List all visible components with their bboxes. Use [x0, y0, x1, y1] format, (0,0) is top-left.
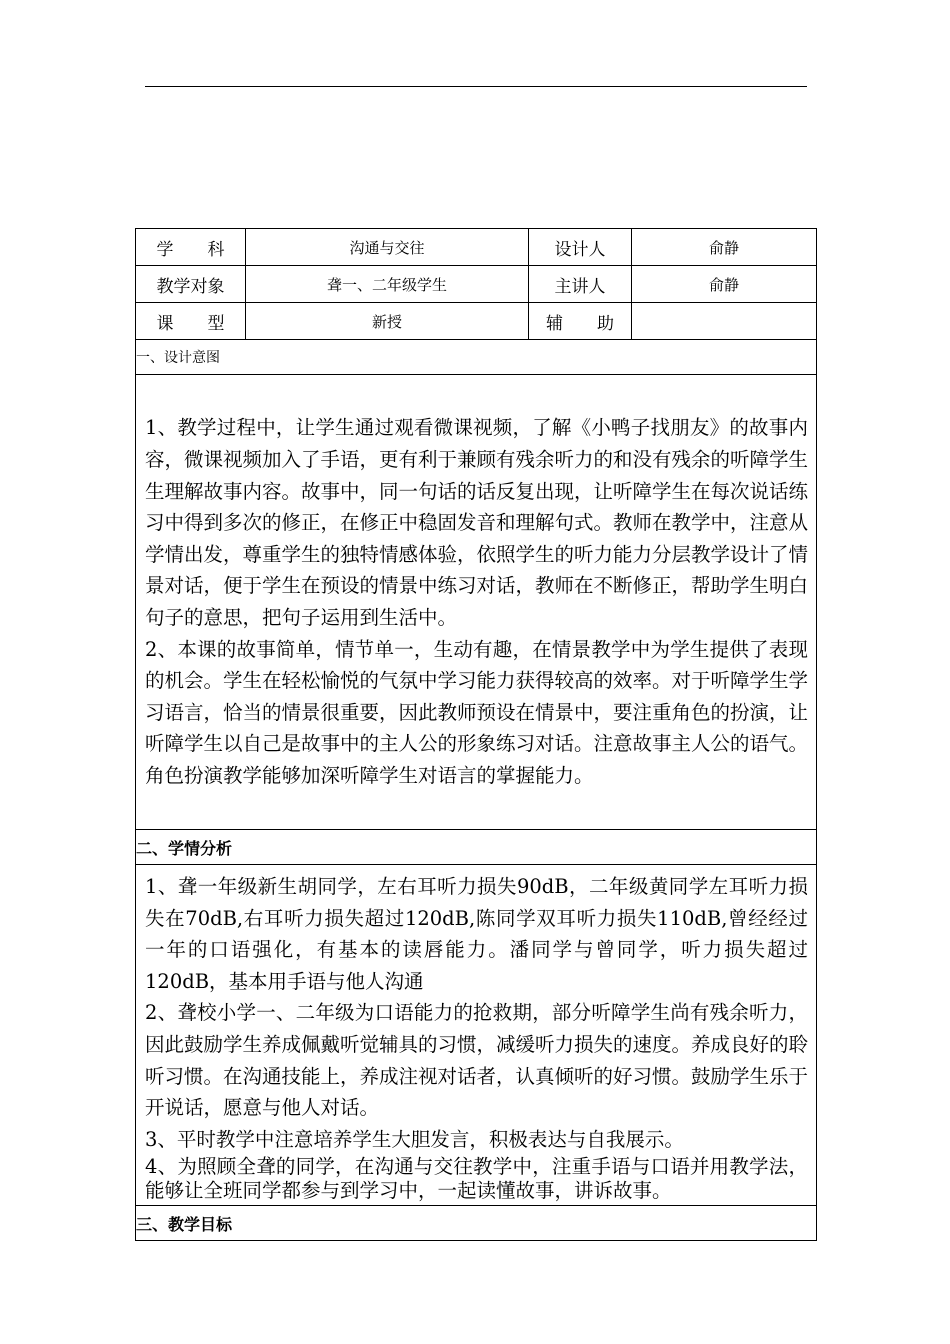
- subject-value: 沟通与交往: [246, 229, 529, 266]
- paragraph: 2、本课的故事简单，情节单一，生动有趣，在情景教学中为学生提供了表现的机会。学生在轻松愉悦的气氛中学习能力获得较高的效率。对于听障学生学习语言，恰当的情景很重要，因此教师预设在情景中，要注重角色的扮演，让听障学生以自己是故事中的主人公的形象练习对话。注意故事主人公的语气。角色扮演教学能够加深听障学生对语言的掌握能力。: [145, 637, 809, 787]
- header-row-audience: [136, 266, 817, 303]
- assistant-value: [632, 303, 817, 340]
- subject-label: 学 科: [136, 229, 246, 266]
- paragraph: 1、教学过程中，让学生通过观看微课视频，了解《小鸭子找朋友》的故事内容，微课视频加入了手语，更有利于兼顾有残余听力的和没有残余的听障学生生理解故事内容。故事中，同一句话的话反复出现，让听障学生在每次说话练习中得到多次的修正，在修正中稳固发音和理解句式。教师在教学中，注意从学情出发，尊重学生的独特情感体验，依照学生的听力能力分层教学设计了情景对话，便于学生在预设的情景中练习对话，教师在不断修正，帮助学生明白句子的意思，把句子运用到生活中。: [145, 416, 809, 629]
- designer-label: 设计人: [529, 229, 632, 266]
- audience-label: 教学对象: [136, 266, 246, 303]
- section-title: 二、学情分析: [136, 830, 817, 865]
- presenter-value: 俞静: [632, 266, 817, 303]
- section-learner-analysis-body: [136, 865, 817, 1206]
- header-row-subject: [136, 229, 817, 266]
- section-title: 三、教学目标: [136, 1206, 817, 1241]
- paragraph: 3、平时教学中注意培养学生大胆发言，积极表达与自我展示。: [145, 1127, 684, 1151]
- audience-value: 聋一、二年级学生: [246, 266, 529, 303]
- lesson-type-value: 新授: [246, 303, 529, 340]
- lesson-type-label: 课 型: [136, 303, 246, 340]
- section-teaching-goals-header: [136, 1206, 817, 1241]
- header-row-type: [136, 303, 817, 340]
- header-rule: [145, 86, 807, 87]
- lesson-plan-table: [135, 228, 817, 1241]
- designer-value: 俞静: [632, 229, 817, 266]
- section-learner-analysis-header: [136, 830, 817, 865]
- section-title: 一、设计意图: [136, 340, 817, 375]
- section-design-intent-header: [136, 340, 817, 375]
- section-design-intent-body: [136, 375, 817, 830]
- presenter-label: 主讲人: [529, 266, 632, 303]
- paragraph: 1、聋一年级新生胡同学，左右耳听力损失90dB，二年级黄同学左耳听力损失在70dB,右耳听力损失超过120dB,陈同学双耳听力损失110dB,曾经经过一年的口语强化，有基本的读唇能力。潘同学与曾同学，听力损失超过120dB，基本用手语与他人沟通: [145, 875, 808, 993]
- paragraph: 2、聋校小学一、二年级为口语能力的抢救期，部分听障学生尚有残余听力，因此鼓励学生养成佩戴听觉辅具的习惯，减缓听力损失的速度。养成良好的聆听习惯。在沟通技能上，养成注视对话者，认真倾听的好习惯。鼓励学生乐于开说话，愿意与他人对话。: [145, 1001, 809, 1120]
- assistant-label: 辅 助: [529, 303, 632, 340]
- paragraph: 4、为照顾全聋的同学，在沟通与交往教学中，注重手语与口语并用教学法，能够让全班同学都参与到学习中，一起读懂故事，讲诉故事。: [145, 1155, 808, 1203]
